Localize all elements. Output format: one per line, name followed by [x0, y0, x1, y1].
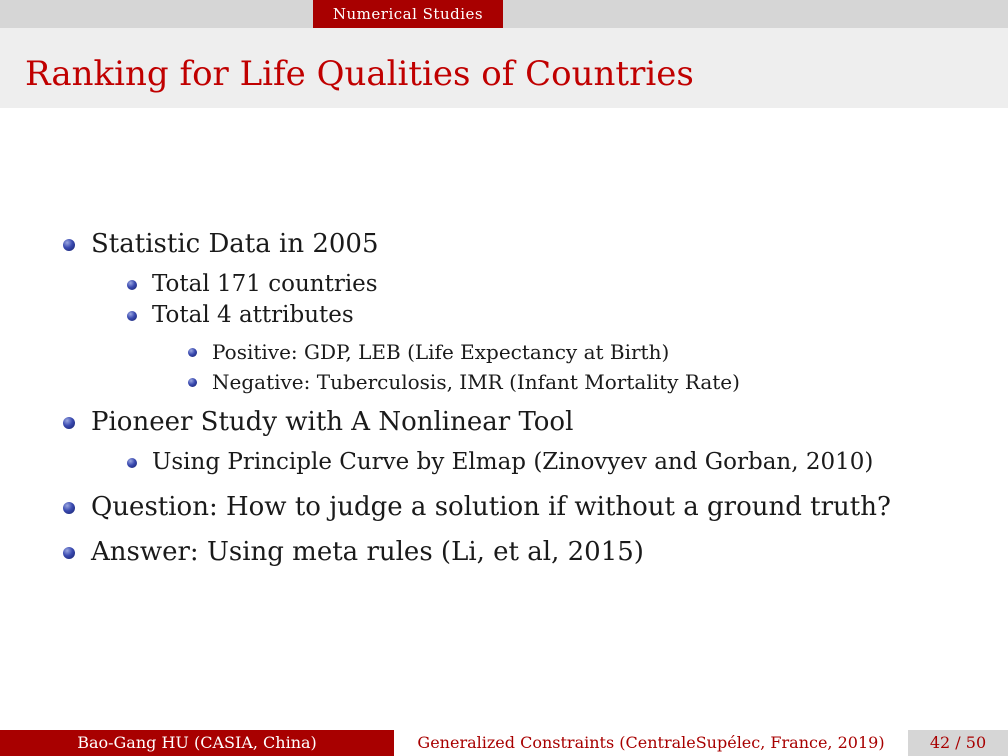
bullet-pioneer-study: [91, 406, 573, 438]
slide-title: Ranking for Life Qualities of Countries: [25, 54, 694, 94]
bullet-text: Answer: Using meta rules (Li, et al, 2015): [91, 537, 644, 567]
bullet-icon: [63, 417, 75, 429]
sub-bullet-countries: [152, 270, 378, 298]
bullet-icon: [127, 280, 137, 290]
bullet-text: Pioneer Study with A Nonlinear Tool: [91, 407, 574, 437]
bullet-icon: [63, 239, 75, 251]
bullet-statistic-data: [91, 228, 379, 260]
page-number: 42 / 50: [908, 730, 1008, 756]
bullet-icon: [188, 378, 197, 387]
bullet-answer: [91, 536, 644, 568]
section-name[interactable]: Numerical Studies: [313, 0, 503, 28]
bullet-text: Negative: Tuberculosis, IMR (Infant Mortality Rate): [212, 370, 740, 394]
header-bar: [0, 0, 1008, 28]
bullet-text: Positive: GDP, LEB (Life Expectancy at Birth): [212, 340, 670, 364]
sub-bullet-principle-curve: [152, 448, 873, 476]
bullet-text: Total 171 countries: [152, 271, 378, 297]
bullet-text: Statistic Data in 2005: [91, 229, 379, 259]
bullet-icon: [127, 458, 137, 468]
sub-sub-bullet-negative: [212, 369, 740, 395]
sub-sub-bullet-positive: [212, 339, 669, 365]
sub-bullet-attributes: [152, 301, 354, 329]
bullet-icon: [63, 547, 75, 559]
bullet-icon: [188, 348, 197, 357]
bullet-question: [91, 491, 891, 523]
bullet-icon: [63, 502, 75, 514]
bullet-text: Using Principle Curve by Elmap (Zinovyev and Gorban, 2010): [152, 449, 874, 475]
bullet-icon: [127, 311, 137, 321]
footer-author[interactable]: Bao-Gang HU (CASIA, China): [0, 730, 394, 756]
bullet-text: Total 4 attributes: [152, 302, 354, 328]
footer-bar: [0, 730, 1008, 756]
footer-talk-title[interactable]: Generalized Constraints (CentraleSupélec, France, 2019): [394, 730, 908, 756]
bullet-text: Question: How to judge a solution if without a ground truth?: [91, 492, 891, 522]
